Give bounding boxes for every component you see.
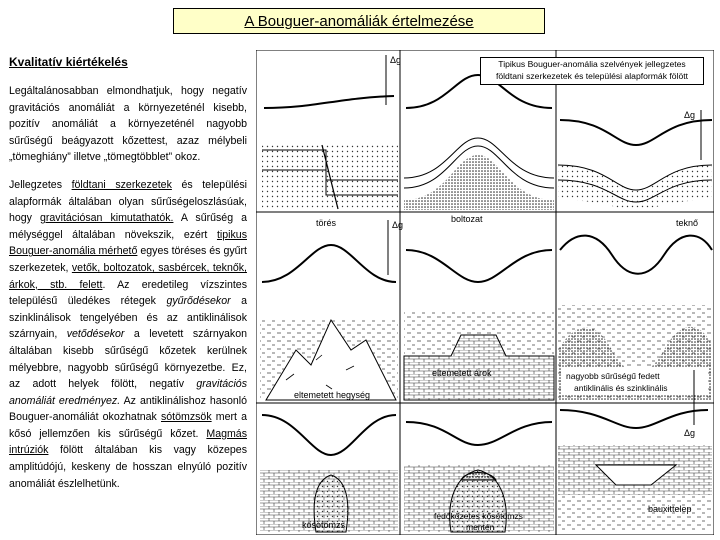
- label-boltozat: boltozat: [451, 214, 483, 224]
- text-run: fölött általában kis vagy közepes amplitúdójú, keskeny de hosszan elnyúló pozitív anomáliát észlelhetünk.: [9, 444, 247, 490]
- link-vetok[interactable]: vetők, boltozatok, sasbércek, teknők, árkok, stb. felett: [9, 261, 247, 291]
- dg-label: Δg: [392, 220, 404, 230]
- text-run: Az antiklinálishoz hasonló Bouguer-anomáliát okozhatnak: [9, 394, 247, 424]
- text-run: a levetett szárnyakon általában kisebb sűrűségű kőzetek kerülnek mélyebbre, nagyobb sűrűségű környezetbe. Ez, az adott helyek fölött, negatív: [9, 328, 247, 391]
- text-run: . Az eredetileg vízszintes településű üledékes rétegek: [9, 278, 248, 308]
- text-run: és települési alapformák általában olyan sűrűségeloszlásúak, hogy: [9, 178, 247, 225]
- emph-vetodes: vetődésekor: [66, 328, 125, 341]
- section-heading: Kvalitatív kiértékelés: [9, 55, 128, 69]
- link-magmas-intruziok[interactable]: Magmás intrúziók: [9, 427, 247, 457]
- panel-arok: [404, 250, 554, 400]
- dg-label: Δg: [684, 428, 696, 438]
- label-arok: eltemetett árok: [432, 368, 492, 378]
- panel-sotomzs: [260, 415, 398, 532]
- page-title: A Bouguer-anomáliák értelmezése: [244, 12, 474, 30]
- anomaly-figure-svg: [256, 50, 714, 535]
- text-run: Jellegzetes: [9, 178, 72, 191]
- link-gravitaciosan[interactable]: gravitációsan kimutathatók.: [40, 212, 174, 225]
- figure-caption: [480, 57, 704, 85]
- panel-tekno: [558, 110, 712, 228]
- link-tipikus-bouguer[interactable]: tipikus Bouguer-anomália mérhető: [9, 228, 247, 258]
- label-antiklinalis-2: antiklinális és szinklinális: [574, 383, 668, 393]
- dg-label: Δg: [684, 110, 696, 120]
- anomaly-figure: [256, 50, 714, 535]
- paragraph-1: Legáltalánosabban elmondhatjuk, hogy negatív gravitációs anomáliát a környezeténél kisebb, pozitív anomáliát a környezeténél nagyobb sűrűségű beágyazott kőzettest, azaz mélybeli „tömeghiány” illetve „tömegtöbblet” okoz.: [9, 85, 247, 164]
- label-sotomzs: kősótömzs: [302, 520, 346, 530]
- emph-anomalia: gravitációs anomáliát eredményez.: [9, 378, 247, 407]
- link-foldtani-szerkezetek[interactable]: földtani szerkezetek: [71, 178, 172, 191]
- label-tores: törés: [316, 218, 337, 228]
- emph-gyurodes: gyűrődésekor: [166, 295, 231, 308]
- caption-line-1: Tipikus Bouguer-anomália szelvények jellegzetes: [498, 59, 686, 69]
- text-run: A sűrűség a mélységgel általában növekszik, ezért: [9, 212, 247, 241]
- label-bauxit: bauxittelep: [648, 504, 692, 514]
- label-hegyseg: eltemetett hegység: [294, 390, 371, 400]
- panel-tores: [262, 55, 404, 230]
- label-fedo-1: fedőkőzetes kősótömzs: [434, 511, 523, 521]
- link-sotomzsok[interactable]: sótömzsök: [160, 411, 212, 424]
- dg-label: Δg: [390, 55, 402, 65]
- label-fedo-2: mentén: [466, 522, 495, 532]
- label-antiklinalis-1: nagyobb sűrűségű fedett: [566, 371, 660, 381]
- title-box: [173, 8, 545, 34]
- caption-line-2: földtani szerkezetek és települési alapformák fölött: [495, 71, 689, 81]
- text-run: a szinklinálisok tengelyében és az antiklinálisok szárnyain,: [9, 295, 247, 341]
- paragraph-2: [9, 177, 247, 492]
- panel-boltozat: [404, 75, 554, 224]
- panel-antiklinalis: [558, 236, 712, 400]
- text-run: egyes töréses és gyűrt szerkezetek,: [9, 245, 247, 274]
- text-column: [9, 55, 247, 503]
- text-run: mert a kősó jellemzően kis sűrűségű kőzet.: [9, 411, 247, 440]
- panel-fedo: [404, 422, 554, 532]
- label-tekno: teknő: [676, 218, 699, 228]
- panel-hegyseg: [260, 220, 403, 400]
